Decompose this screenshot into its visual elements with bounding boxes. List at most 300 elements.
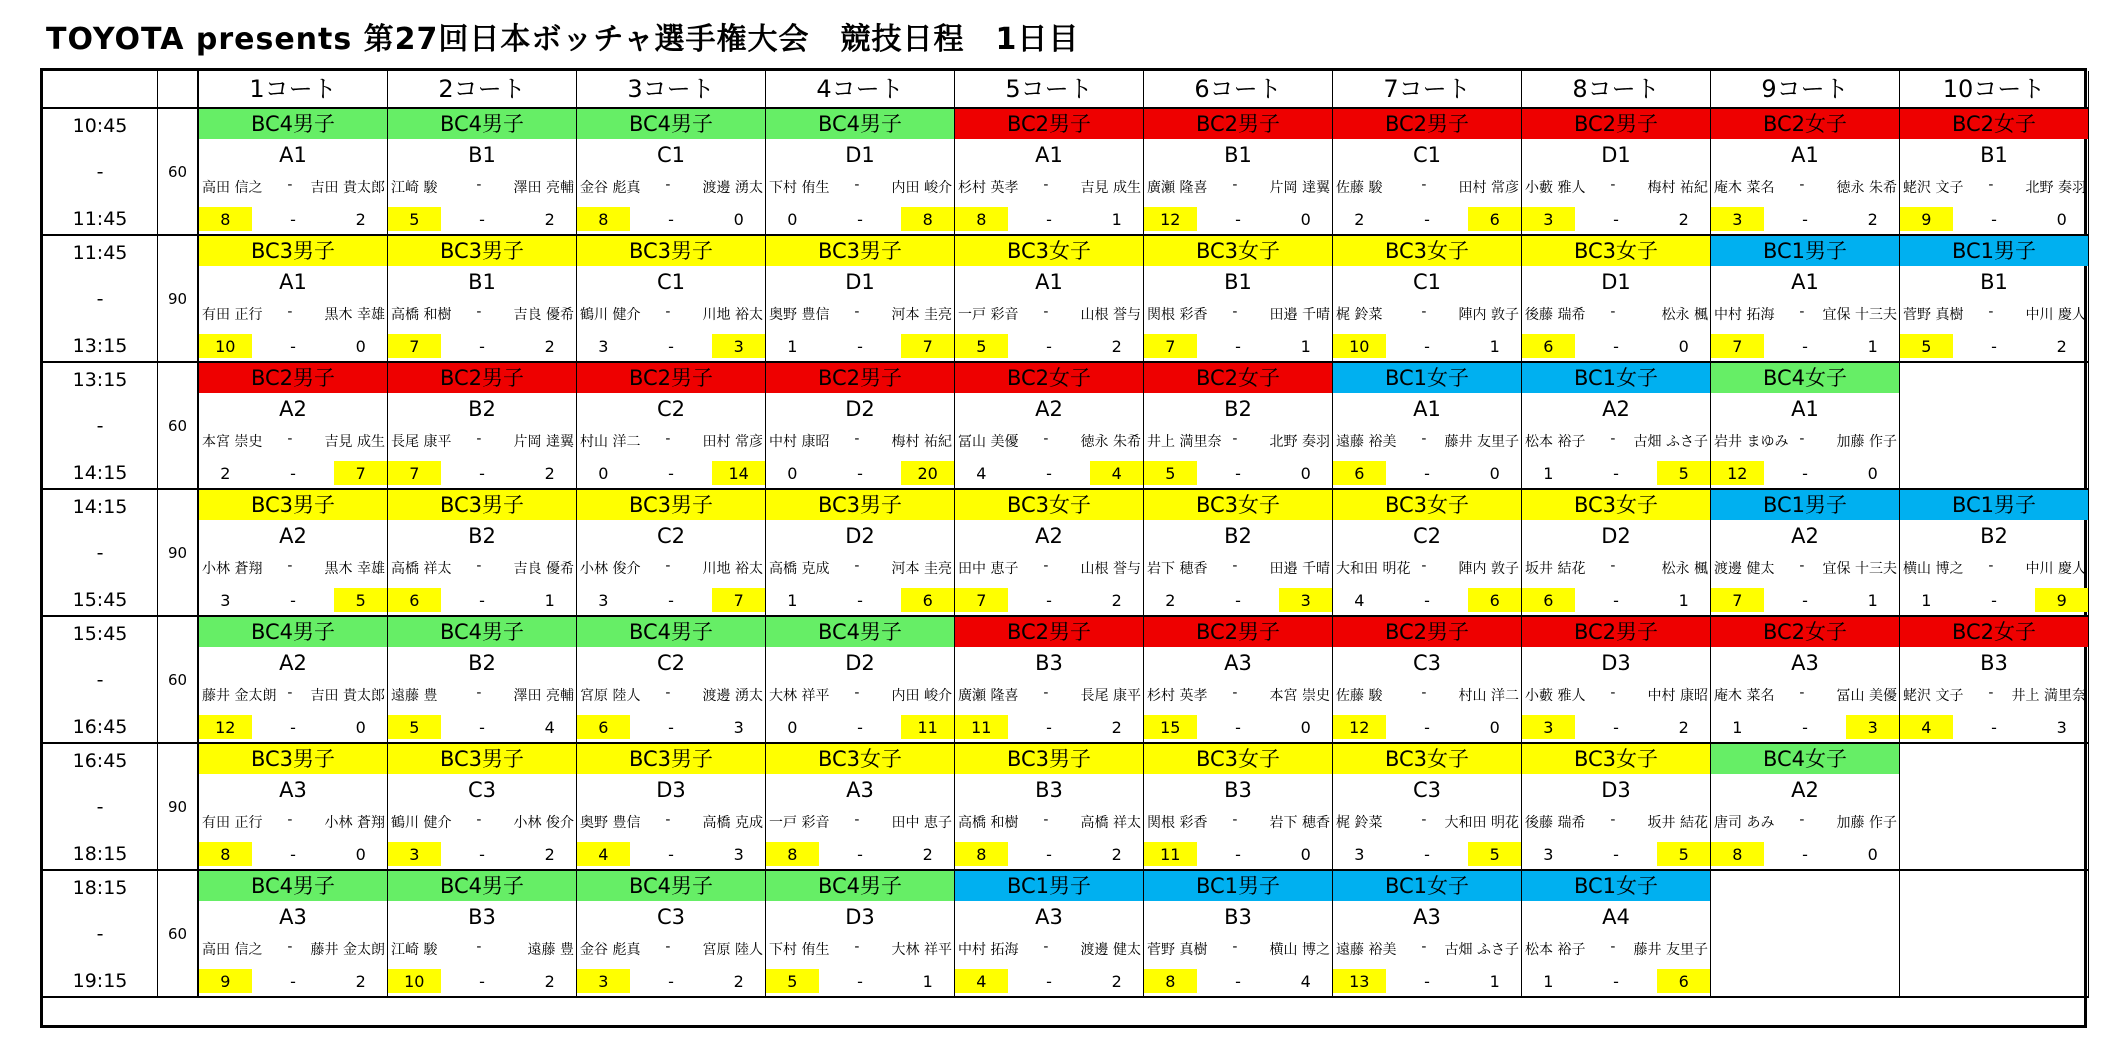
pool-label: D2 — [1601, 524, 1631, 548]
player-1: 唐司 あみ — [1714, 815, 1775, 831]
match-cell — [577, 744, 766, 871]
player-1: 下村 侑生 — [769, 180, 830, 196]
pool-label: B3 — [1035, 651, 1063, 675]
match-cell — [577, 490, 766, 617]
score-row — [955, 968, 1143, 996]
player-1: 高田 信之 — [202, 942, 263, 958]
vs-dash: - — [1610, 939, 1616, 955]
score-1: 11 — [1160, 845, 1181, 864]
pool-label: A3 — [1413, 905, 1441, 929]
score-row — [577, 587, 765, 615]
match-cell — [1333, 490, 1522, 617]
score-2: 3 — [1867, 718, 1878, 737]
player-1: 中村 康昭 — [769, 434, 830, 450]
match-cell — [1522, 363, 1711, 490]
player-2: 古畑 ふさ子 — [1444, 942, 1519, 958]
player-names — [199, 939, 387, 963]
player-2: 中村 康昭 — [1647, 688, 1708, 704]
score-row — [1900, 587, 2088, 615]
score-dash: - — [1802, 845, 1808, 864]
score-1: 7 — [409, 337, 420, 356]
match-cell — [766, 363, 955, 490]
vs-dash: - — [854, 939, 860, 955]
match-cell — [1144, 109, 1333, 236]
vs-dash: - — [1421, 304, 1427, 320]
player-names — [577, 304, 765, 328]
player-1: 藤井 金太朗 — [202, 688, 277, 704]
score-row — [388, 841, 576, 869]
player-2: 陣内 敦子 — [1458, 561, 1519, 577]
player-2: 渡邊 健太 — [1080, 942, 1141, 958]
score-row — [199, 333, 387, 361]
score-2: 2 — [544, 464, 555, 483]
player-names — [1522, 304, 1710, 328]
player-names — [577, 812, 765, 836]
time-start: 11:45 — [72, 242, 128, 264]
vs-dash: - — [476, 812, 482, 828]
player-1: 渡邊 健太 — [1714, 561, 1775, 577]
vs-dash: - — [854, 304, 860, 320]
vs-dash: - — [287, 431, 293, 447]
match-cell — [1711, 236, 1900, 363]
score-dash: - — [668, 591, 674, 610]
score-2: 3 — [2056, 718, 2067, 737]
score-2: 5 — [1678, 845, 1689, 864]
pool-label: B3 — [1224, 905, 1252, 929]
score-2: 1 — [1867, 337, 1878, 356]
court-header: 5コート — [955, 71, 1144, 109]
player-names — [955, 685, 1143, 709]
category-band: BC3女子 — [1144, 236, 1332, 266]
player-1: 江崎 駿 — [391, 942, 438, 958]
pool-label: C3 — [467, 778, 497, 802]
score-2: 2 — [1111, 591, 1122, 610]
player-1: 長尾 康平 — [391, 434, 452, 450]
player-names — [388, 431, 576, 455]
score-dash: - — [290, 718, 296, 737]
score-1: 2 — [1165, 591, 1176, 610]
player-1: 関根 彩香 — [1147, 815, 1208, 831]
score-row — [1333, 333, 1521, 361]
pool-label: C1 — [656, 270, 686, 294]
score-2: 9 — [2056, 591, 2067, 610]
player-2: 山根 誉与 — [1080, 307, 1141, 323]
vs-dash: - — [1421, 812, 1427, 828]
score-row — [1711, 841, 1899, 869]
score-row — [955, 460, 1143, 488]
score-dash: - — [290, 591, 296, 610]
match-cell — [199, 109, 388, 236]
player-names — [955, 304, 1143, 328]
player-names — [766, 177, 954, 201]
score-2: 0 — [1678, 337, 1689, 356]
vs-dash: - — [1232, 177, 1238, 193]
player-2: 陣内 敦子 — [1458, 307, 1519, 323]
category-band: BC1男子 — [1900, 490, 2088, 520]
time-start: 18:15 — [72, 877, 128, 899]
score-2: 1 — [1489, 337, 1500, 356]
player-2: 梅村 祐紀 — [891, 434, 952, 450]
time-dash: - — [96, 542, 104, 564]
score-dash: - — [290, 337, 296, 356]
vs-dash: - — [287, 812, 293, 828]
score-dash: - — [857, 210, 863, 229]
player-1: 金谷 彪真 — [580, 180, 641, 196]
score-row — [577, 714, 765, 742]
player-2: 岩下 穂香 — [1269, 815, 1330, 831]
pool-label: B1 — [468, 143, 496, 167]
score-row — [577, 206, 765, 234]
player-1: 後藤 瑞希 — [1525, 815, 1586, 831]
duration-minutes: 60 — [158, 109, 199, 236]
category-band: BC4男子 — [388, 617, 576, 647]
category-band: BC1男子 — [1711, 490, 1899, 520]
match-cell — [388, 490, 577, 617]
pool-label: C1 — [1412, 143, 1442, 167]
player-names — [1144, 177, 1332, 201]
category-band: BC4男子 — [766, 617, 954, 647]
player-2: 井上 満里奈 — [2011, 688, 2086, 704]
pool-label: A3 — [1224, 651, 1252, 675]
player-2: 内田 峻介 — [891, 180, 952, 196]
player-2: 中川 慶人 — [2025, 307, 2086, 323]
category-band: BC2男子 — [766, 363, 954, 393]
match-cell — [1333, 109, 1522, 236]
player-names — [955, 812, 1143, 836]
score-2: 0 — [355, 337, 366, 356]
score-2: 0 — [1867, 845, 1878, 864]
score-dash: - — [1424, 845, 1430, 864]
score-1: 8 — [976, 845, 987, 864]
player-1: 高田 信之 — [202, 180, 263, 196]
vs-dash: - — [287, 558, 293, 574]
player-1: 横山 博之 — [1903, 561, 1964, 577]
match-cell — [388, 236, 577, 363]
score-1: 3 — [409, 845, 420, 864]
score-2: 6 — [1489, 210, 1500, 229]
score-dash: - — [1046, 464, 1052, 483]
score-2: 6 — [1678, 972, 1689, 991]
player-2: 吉見 成生 — [1080, 180, 1141, 196]
time-end: 14:15 — [72, 462, 128, 484]
match-cell — [766, 236, 955, 363]
score-1: 5 — [787, 972, 798, 991]
category-band: BC2女子 — [1711, 617, 1899, 647]
score-row — [1711, 460, 1899, 488]
score-1: 12 — [215, 718, 236, 737]
score-2: 7 — [922, 337, 933, 356]
score-dash: - — [857, 718, 863, 737]
vs-dash: - — [1988, 685, 1994, 701]
score-row — [1144, 333, 1332, 361]
time-slot — [43, 617, 158, 744]
time-slot — [43, 871, 158, 998]
score-1: 12 — [1727, 464, 1748, 483]
match-cell — [388, 871, 577, 998]
player-names — [577, 939, 765, 963]
score-row — [1522, 333, 1710, 361]
player-names — [766, 558, 954, 582]
pool-label: A2 — [1791, 778, 1819, 802]
vs-dash: - — [1421, 939, 1427, 955]
player-1: 井上 満里奈 — [1147, 434, 1222, 450]
score-row — [1522, 587, 1710, 615]
vs-dash: - — [1043, 812, 1049, 828]
match-cell — [1333, 871, 1522, 998]
player-1: 江崎 駿 — [391, 180, 438, 196]
category-band: BC3男子 — [577, 490, 765, 520]
score-1: 15 — [1160, 718, 1181, 737]
match-cell — [199, 490, 388, 617]
category-band: BC2女子 — [1144, 363, 1332, 393]
score-2: 2 — [544, 845, 555, 864]
player-1: 坂井 結花 — [1525, 561, 1586, 577]
player-1: 宮原 陸人 — [580, 688, 641, 704]
pool-label: A2 — [1602, 397, 1630, 421]
score-dash: - — [668, 972, 674, 991]
vs-dash: - — [1799, 177, 1805, 193]
match-cell — [577, 236, 766, 363]
duration-minutes: 90 — [158, 490, 199, 617]
time-dash: - — [96, 415, 104, 437]
player-1: 中村 拓海 — [1714, 307, 1775, 323]
player-2: 宮原 陸人 — [702, 942, 763, 958]
player-1: 佐藤 駿 — [1336, 688, 1383, 704]
duration-minutes: 60 — [158, 617, 199, 744]
category-band: BC3男子 — [577, 236, 765, 266]
score-1: 3 — [598, 591, 609, 610]
score-1: 1 — [1732, 718, 1743, 737]
score-dash: - — [1991, 337, 1997, 356]
vs-dash: - — [1799, 304, 1805, 320]
player-names — [1333, 685, 1521, 709]
player-1: 遠藤 裕美 — [1336, 434, 1397, 450]
player-1: 有田 正行 — [202, 307, 263, 323]
pool-label: B2 — [468, 397, 496, 421]
vs-dash: - — [1232, 431, 1238, 447]
score-2: 2 — [1111, 337, 1122, 356]
vs-dash: - — [1421, 558, 1427, 574]
category-band: BC4男子 — [577, 617, 765, 647]
player-1: 庵木 菜名 — [1714, 688, 1775, 704]
score-dash: - — [668, 464, 674, 483]
score-1: 7 — [1732, 591, 1743, 610]
score-row — [766, 841, 954, 869]
player-2: 高橋 克成 — [702, 815, 763, 831]
vs-dash: - — [1232, 812, 1238, 828]
player-1: 岩下 穂香 — [1147, 561, 1208, 577]
player-2: 藤井 金太朗 — [310, 942, 385, 958]
score-1: 5 — [409, 718, 420, 737]
player-names — [1711, 812, 1899, 836]
match-cell — [577, 871, 766, 998]
player-names — [1900, 304, 2088, 328]
pool-label: D2 — [845, 524, 875, 548]
vs-dash: - — [854, 558, 860, 574]
score-row — [766, 968, 954, 996]
score-1: 6 — [409, 591, 420, 610]
category-band: BC3女子 — [955, 490, 1143, 520]
score-dash: - — [290, 845, 296, 864]
player-1: 廣瀬 隆喜 — [1147, 180, 1208, 196]
match-cell — [1711, 363, 1900, 490]
time-end: 18:15 — [72, 843, 128, 865]
match-cell — [1144, 617, 1333, 744]
score-2: 3 — [733, 845, 744, 864]
pool-label: D3 — [656, 778, 686, 802]
score-dash: - — [1046, 337, 1052, 356]
score-1: 6 — [1543, 591, 1554, 610]
match-cell — [577, 109, 766, 236]
player-1: 梶 鈴菜 — [1336, 815, 1383, 831]
category-band: BC3男子 — [577, 744, 765, 774]
pool-label: A1 — [1413, 397, 1441, 421]
score-dash: - — [290, 464, 296, 483]
score-row — [199, 206, 387, 234]
duration-minutes: 90 — [158, 236, 199, 363]
score-dash: - — [1235, 337, 1241, 356]
score-row — [1144, 206, 1332, 234]
vs-dash: - — [476, 685, 482, 701]
vs-dash: - — [1421, 685, 1427, 701]
score-dash: - — [1802, 210, 1808, 229]
match-cell — [1144, 490, 1333, 617]
score-dash: - — [1235, 718, 1241, 737]
time-start: 10:45 — [72, 115, 128, 137]
score-1: 5 — [976, 337, 987, 356]
vs-dash: - — [1043, 177, 1049, 193]
pool-label: C2 — [656, 397, 686, 421]
player-names — [955, 177, 1143, 201]
match-cell — [577, 363, 766, 490]
score-1: 4 — [976, 972, 987, 991]
score-1: 11 — [971, 718, 992, 737]
match-cell — [1333, 744, 1522, 871]
pool-label: C2 — [1412, 524, 1442, 548]
pool-label: B3 — [468, 905, 496, 929]
category-band: BC3男子 — [388, 490, 576, 520]
vs-dash: - — [287, 685, 293, 701]
player-1: 廣瀬 隆喜 — [958, 688, 1019, 704]
score-dash: - — [1613, 591, 1619, 610]
score-dash: - — [1235, 591, 1241, 610]
score-row — [388, 587, 576, 615]
score-row — [1900, 714, 2088, 742]
player-2: 徳永 朱希 — [1080, 434, 1141, 450]
match-cell — [1144, 871, 1333, 998]
score-row — [1333, 587, 1521, 615]
category-band: BC1女子 — [1333, 363, 1521, 393]
player-1: 大和田 明花 — [1336, 561, 1411, 577]
player-2: 大和田 明花 — [1444, 815, 1519, 831]
score-dash: - — [668, 845, 674, 864]
pool-label: C1 — [1412, 270, 1442, 294]
player-names — [1333, 177, 1521, 201]
pool-label: B2 — [468, 524, 496, 548]
vs-dash: - — [854, 812, 860, 828]
pool-label: D3 — [1601, 778, 1631, 802]
court-header: 3コート — [577, 71, 766, 109]
match-cell — [955, 363, 1144, 490]
player-1: 田中 恵子 — [958, 561, 1019, 577]
time-dash: - — [96, 796, 104, 818]
score-row — [577, 841, 765, 869]
score-1: 3 — [1354, 845, 1365, 864]
player-2: 北野 奏羽 — [2025, 180, 2086, 196]
player-names — [1522, 558, 1710, 582]
score-2: 0 — [1300, 210, 1311, 229]
score-dash: - — [1613, 845, 1619, 864]
category-band: BC3女子 — [1144, 744, 1332, 774]
category-band: BC3女子 — [766, 744, 954, 774]
category-band: BC2男子 — [1522, 109, 1710, 139]
match-cell — [199, 617, 388, 744]
vs-dash: - — [854, 685, 860, 701]
score-2: 2 — [1867, 210, 1878, 229]
player-1: 鶴川 健介 — [391, 815, 452, 831]
vs-dash: - — [1610, 558, 1616, 574]
score-2: 0 — [1489, 718, 1500, 737]
vs-dash: - — [1043, 685, 1049, 701]
player-names — [577, 558, 765, 582]
score-dash: - — [1991, 718, 1997, 737]
vs-dash: - — [854, 177, 860, 193]
court-header: 1コート — [199, 71, 388, 109]
score-1: 2 — [1354, 210, 1365, 229]
player-2: 古畑 ふさ子 — [1633, 434, 1708, 450]
score-row — [955, 841, 1143, 869]
player-1: 小林 俊介 — [580, 561, 641, 577]
score-row — [955, 714, 1143, 742]
player-names — [766, 939, 954, 963]
player-names — [1144, 431, 1332, 455]
category-band: BC2女子 — [1711, 109, 1899, 139]
player-1: 小藪 雅人 — [1525, 180, 1586, 196]
score-row — [1711, 714, 1899, 742]
score-1: 3 — [598, 337, 609, 356]
match-cell — [199, 744, 388, 871]
player-names — [388, 304, 576, 328]
score-row — [388, 968, 576, 996]
category-band: BC2女子 — [955, 363, 1143, 393]
category-band: BC1男子 — [955, 871, 1143, 901]
score-2: 6 — [922, 591, 933, 610]
header-duration-corner — [158, 71, 199, 109]
pool-label: A4 — [1602, 905, 1630, 929]
score-dash: - — [1613, 464, 1619, 483]
player-2: 長尾 康平 — [1080, 688, 1141, 704]
category-band: BC3男子 — [388, 744, 576, 774]
score-row — [1522, 841, 1710, 869]
score-dash: - — [290, 972, 296, 991]
vs-dash: - — [1421, 431, 1427, 447]
time-slot — [43, 109, 158, 236]
player-2: 梅村 祐紀 — [1647, 180, 1708, 196]
player-2: 坂井 結花 — [1647, 815, 1708, 831]
player-names — [1522, 177, 1710, 201]
player-2: 田村 常彦 — [1458, 180, 1519, 196]
player-2: 小林 蒼翔 — [324, 815, 385, 831]
time-slot — [43, 236, 158, 363]
player-names — [1711, 177, 1899, 201]
vs-dash: - — [1232, 685, 1238, 701]
score-2: 0 — [1867, 464, 1878, 483]
score-1: 3 — [1732, 210, 1743, 229]
category-band: BC4女子 — [1711, 363, 1899, 393]
score-dash: - — [1613, 337, 1619, 356]
match-cell — [388, 617, 577, 744]
score-row — [199, 714, 387, 742]
